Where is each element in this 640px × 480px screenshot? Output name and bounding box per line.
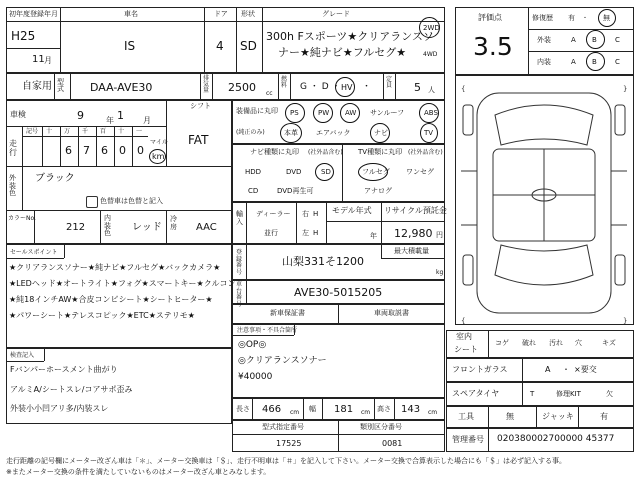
equipment-circle xyxy=(420,123,438,143)
length-label: 長さ xyxy=(236,405,250,413)
interior-grade-label: 内装 xyxy=(537,58,551,66)
selling-point-line: ★純18インチAW★合皮コンビシート★シートヒーター★ xyxy=(9,295,213,304)
exterior-grade-label: 外装 xyxy=(537,36,551,44)
svg-text:}: } xyxy=(623,317,628,325)
equipment-circle xyxy=(280,123,302,143)
handle-right-h: H xyxy=(313,210,319,218)
fuel-selected: HV xyxy=(341,83,353,92)
ac-label: 冷房 xyxy=(170,215,177,231)
footnote-2: ※またメーター交換の条件を満たしていないものはメーター改ざん車とみなします。 xyxy=(6,468,271,476)
glass-label: フロントガラス xyxy=(452,365,508,374)
interior-sheet-label-1: 室内 xyxy=(456,332,472,341)
first-reg-year: H25 xyxy=(11,29,36,43)
equipment-item: PS xyxy=(290,109,299,117)
jack-value: 有 xyxy=(600,412,608,421)
inspection-year-unit: 年 xyxy=(106,116,114,125)
drive-4wd: 4WD xyxy=(423,51,438,58)
first-reg-month-unit: 月 xyxy=(44,56,52,65)
tv-opt-oneseg: ワンセグ xyxy=(406,168,434,176)
import-parallel: 並行 xyxy=(264,229,278,237)
plate-label: 登録番号 xyxy=(236,249,243,276)
type-cert-value: 17525 xyxy=(276,439,302,448)
interior-grade-c: C xyxy=(615,58,620,66)
model-year-suffix: 年 xyxy=(370,232,377,240)
ac-value: AAC xyxy=(196,222,217,233)
capacity-label: 定員 xyxy=(386,76,393,89)
mileage-km-circle xyxy=(149,149,166,164)
chassis-value: AVE30-5015205 xyxy=(294,286,383,299)
chassis-label: 車台番号 xyxy=(236,281,243,308)
class-label: 類別区分番号 xyxy=(360,423,402,431)
mileage-digit: 6 xyxy=(65,144,72,157)
spare-label: スペアタイヤ xyxy=(452,389,500,398)
class-value: 0081 xyxy=(382,439,403,448)
selling-point-line: ★LEDヘッド★オートライト★フォグ★スマートキー★クルコン xyxy=(9,279,236,288)
interior-sheet-option: 汚れ xyxy=(549,339,563,347)
tv-opt-analog: アナログ xyxy=(364,187,392,195)
model-year-label: モデル年式 xyxy=(332,206,372,215)
handle-left-h: H xyxy=(313,229,319,237)
exterior-note: 色替車は色替と記入 xyxy=(100,197,163,205)
equipment-circle xyxy=(313,103,333,123)
color-no-value: 212 xyxy=(66,222,86,233)
mileage-label: 走行 xyxy=(9,139,17,157)
interior-color-label: 内装色 xyxy=(104,214,111,238)
height-unit: cm xyxy=(428,409,438,416)
inspector-line: 外装小小凹アリ多/内装スレ xyxy=(10,404,109,413)
shape-label: 形状 xyxy=(241,10,255,18)
glass-dot: ・ xyxy=(562,365,570,374)
management-label: 管理番号 xyxy=(452,435,484,444)
note-line: ◎クリアランスソナー xyxy=(238,356,327,366)
exterior-grade-c: C xyxy=(615,36,620,44)
note-line: ¥40000 xyxy=(238,372,273,382)
length-unit: cm xyxy=(290,409,300,416)
interior-grade-b: B xyxy=(592,58,597,66)
navi-opt-dvd-play: DVD再生可 xyxy=(277,187,314,195)
doors-label: ドア xyxy=(214,10,228,18)
interior-sheet-label-2: シート xyxy=(454,345,478,354)
width-value: 181 xyxy=(334,404,354,415)
type-label: 型式 xyxy=(57,78,64,93)
shift-label: シフト xyxy=(190,102,211,110)
tv-opt-fullseg: フルセグ xyxy=(362,168,390,176)
navi-opt-cd: CD xyxy=(248,187,259,195)
tools-value: 無 xyxy=(506,412,514,421)
navi-opt-hdd: HDD xyxy=(245,168,262,176)
tools-label: 工具 xyxy=(458,412,474,421)
selling-point-line: ★パワーシート★テレスコピック★ETC★ステリモ★ xyxy=(9,311,195,320)
jack-label: ジャッキ xyxy=(542,412,574,421)
equipment-item: ナビ xyxy=(374,129,388,137)
tv-selected-circle xyxy=(358,163,388,181)
mileage-header-cell: 百 xyxy=(100,128,107,135)
tv-label: TV種類に丸印 xyxy=(358,148,403,156)
inspection-month: 1 xyxy=(117,109,124,122)
svg-text:}: } xyxy=(623,85,628,93)
width-unit: cm xyxy=(361,409,371,416)
displacement-label: 排気量 xyxy=(203,75,210,94)
equipment-circle xyxy=(370,123,390,143)
equipment-circle xyxy=(340,103,360,123)
exterior-grade-b: B xyxy=(592,36,597,44)
mileage-digit: 0 xyxy=(119,144,126,157)
equipment-item: サンルーフ xyxy=(370,109,405,117)
mileage-header-cell: 千 xyxy=(82,128,89,135)
equipment-item: 本革 xyxy=(284,129,298,137)
recycle-unit: 円 xyxy=(436,231,443,239)
max-load-unit: kg xyxy=(436,269,444,276)
recycle-value: 12,980 xyxy=(394,227,433,240)
fuel-selected-circle xyxy=(335,77,355,97)
interior-sheet-option: 破れ xyxy=(522,339,536,347)
exterior-note-checkbox xyxy=(86,196,98,208)
svg-text:{: { xyxy=(461,317,466,325)
fuel-options: G ・ D ・ xyxy=(300,82,341,92)
notes-label: 注意事項・不具合箇所 xyxy=(237,327,298,334)
capacity-value: 5 xyxy=(414,81,421,94)
mileage-header-cell: 万 xyxy=(64,128,71,135)
vehicle-manual: 車両取説書 xyxy=(374,309,409,317)
svg-text:{: { xyxy=(461,85,466,93)
height-label: 高さ xyxy=(377,405,391,413)
navi-label: ナビ種類に丸印 xyxy=(250,148,299,156)
equipment-item: ABS xyxy=(424,109,438,117)
interior-grade-a: A xyxy=(571,58,576,66)
height-value: 143 xyxy=(401,404,421,415)
fuel-rest: ・ xyxy=(362,82,372,92)
handle-right: 右 xyxy=(302,210,309,218)
equipment-circle xyxy=(285,103,305,123)
management-value: 020380002700000 45377 xyxy=(497,434,615,444)
glass-option-replace: ×要交 xyxy=(574,365,597,374)
car-diagram xyxy=(455,75,634,325)
handle-left: 左 xyxy=(302,229,309,237)
exterior-value: ブラック xyxy=(35,173,75,184)
equipment-label: 装備品に丸印 xyxy=(236,107,278,115)
interior-sheet-option: キズ xyxy=(602,339,616,347)
equipment-sub-label: (純正のみ) xyxy=(236,129,265,136)
spare-option-t: T xyxy=(530,390,535,398)
first-reg-month: 11 xyxy=(32,54,45,65)
inspector-label: 検査記入 xyxy=(10,352,35,359)
inspection-month-unit: 月 xyxy=(143,116,151,125)
shape-value: SD xyxy=(240,39,257,53)
interior-grade-circle xyxy=(586,52,605,71)
interior-sheet-option: コゲ xyxy=(495,339,509,347)
equipment-circle xyxy=(419,103,439,123)
mileage-header-cell: 十 xyxy=(46,128,53,135)
navi-selected-circle xyxy=(315,163,334,181)
exterior-label: 外装色 xyxy=(9,174,16,198)
inspection-year: 9 xyxy=(77,109,84,122)
plate-value: 山梨331そ1200 xyxy=(282,255,364,268)
type-cert-label: 型式指定番号 xyxy=(262,423,304,431)
spare-option-kit: 修理KIT xyxy=(556,390,581,398)
model-value: IS xyxy=(124,39,136,53)
selling-point-line: ★クリアランスソナー★純ナビ★フルセグ★バックカメラ★ xyxy=(9,263,221,272)
displacement-unit: cc xyxy=(266,90,273,97)
import-label: 輸入 xyxy=(236,210,243,227)
width-label: 幅 xyxy=(309,405,316,413)
mileage-digit: 7 xyxy=(83,144,90,157)
shift-value: FAT xyxy=(188,133,209,147)
glass-option-a: A xyxy=(545,365,551,374)
grade-label: グレード xyxy=(322,10,350,18)
grade-line-2: ナー★純ナビ★フルセグ★ xyxy=(278,46,407,59)
equipment-item: エアバック xyxy=(316,129,351,137)
inspector-line: アルミA/シートスレ/コアサポ歪み xyxy=(10,385,133,394)
navi-opt-dvd: DVD xyxy=(286,168,302,176)
length-value: 466 xyxy=(262,404,282,415)
footnote-1: 走行距離の記号欄にメーター改ざん車は「＊」、メーター交換車は「＄」、走行不明車は「＃」を記入して下さい。メーター交換で合算表示した場合にも「＄」は必ず記入する事。 xyxy=(6,457,566,465)
grade-line-1: 300h Fスポーツ★クリアランスソ xyxy=(266,30,434,43)
model-label: 車名 xyxy=(124,10,138,18)
equipment-item: AW xyxy=(345,109,357,117)
navi-opt-sd: SD xyxy=(321,168,331,176)
drive-2wd: 2WD xyxy=(423,24,440,32)
score-label: 評価点 xyxy=(478,13,502,22)
usage-value: 自家用 xyxy=(22,81,52,92)
color-no-label: カラーNo. xyxy=(8,215,36,222)
spare-option-none: 欠 xyxy=(606,390,613,398)
repair-selected-circle xyxy=(598,9,616,27)
equipment-item: PW xyxy=(318,109,330,117)
displacement-value: 2500 xyxy=(228,81,256,94)
doors-value: 4 xyxy=(216,39,224,53)
fuel-label: 燃料 xyxy=(281,76,288,89)
import-dealer: ディーラー xyxy=(256,210,291,218)
repair-no: 無 xyxy=(603,14,610,22)
exterior-grade-circle xyxy=(586,30,605,49)
mileage-header-cell: 十 xyxy=(118,128,125,135)
mileage-unit-mile: マイル xyxy=(150,139,168,146)
inspection-label: 車検 xyxy=(10,110,26,119)
selling-points-label: セールスポイント xyxy=(10,249,58,256)
equipment-item: TV xyxy=(424,129,434,137)
mileage-digit: 6 xyxy=(101,144,108,157)
note-line: ◎OP◎ xyxy=(238,340,267,350)
new-car-warranty: 新車保証書 xyxy=(270,309,305,317)
repair-dot: ・ xyxy=(582,15,589,22)
mileage-header-cell: 記号 xyxy=(26,128,39,135)
drive-selected-circle xyxy=(419,17,440,38)
exterior-grade-a: A xyxy=(571,36,576,44)
mileage-unit-km: km xyxy=(152,152,165,161)
repair-yes: 有 xyxy=(568,14,575,22)
mileage-header-cell: 一 xyxy=(136,128,143,135)
navi-note: (社外品含む) xyxy=(308,149,343,156)
interior-sheet-option: 穴 xyxy=(575,339,582,347)
repair-label: 修復歴 xyxy=(532,14,553,22)
score-value: 3.5 xyxy=(473,32,513,61)
first-reg-label: 初年度登録年月 xyxy=(9,10,58,18)
inspector-line: Fバンパーホースメント曲がり xyxy=(10,365,118,374)
recycle-label: リサイクル預託金 xyxy=(384,206,447,215)
capacity-unit: 人 xyxy=(428,86,435,94)
interior-color-value: レッド xyxy=(132,222,162,233)
type-value: DAA-AVE30 xyxy=(90,81,153,94)
tv-note: (社外品含む) xyxy=(408,149,443,156)
registration-row xyxy=(6,73,445,100)
mileage-digit: 0 xyxy=(137,144,144,157)
max-load-label: 最大積載量 xyxy=(394,247,429,255)
